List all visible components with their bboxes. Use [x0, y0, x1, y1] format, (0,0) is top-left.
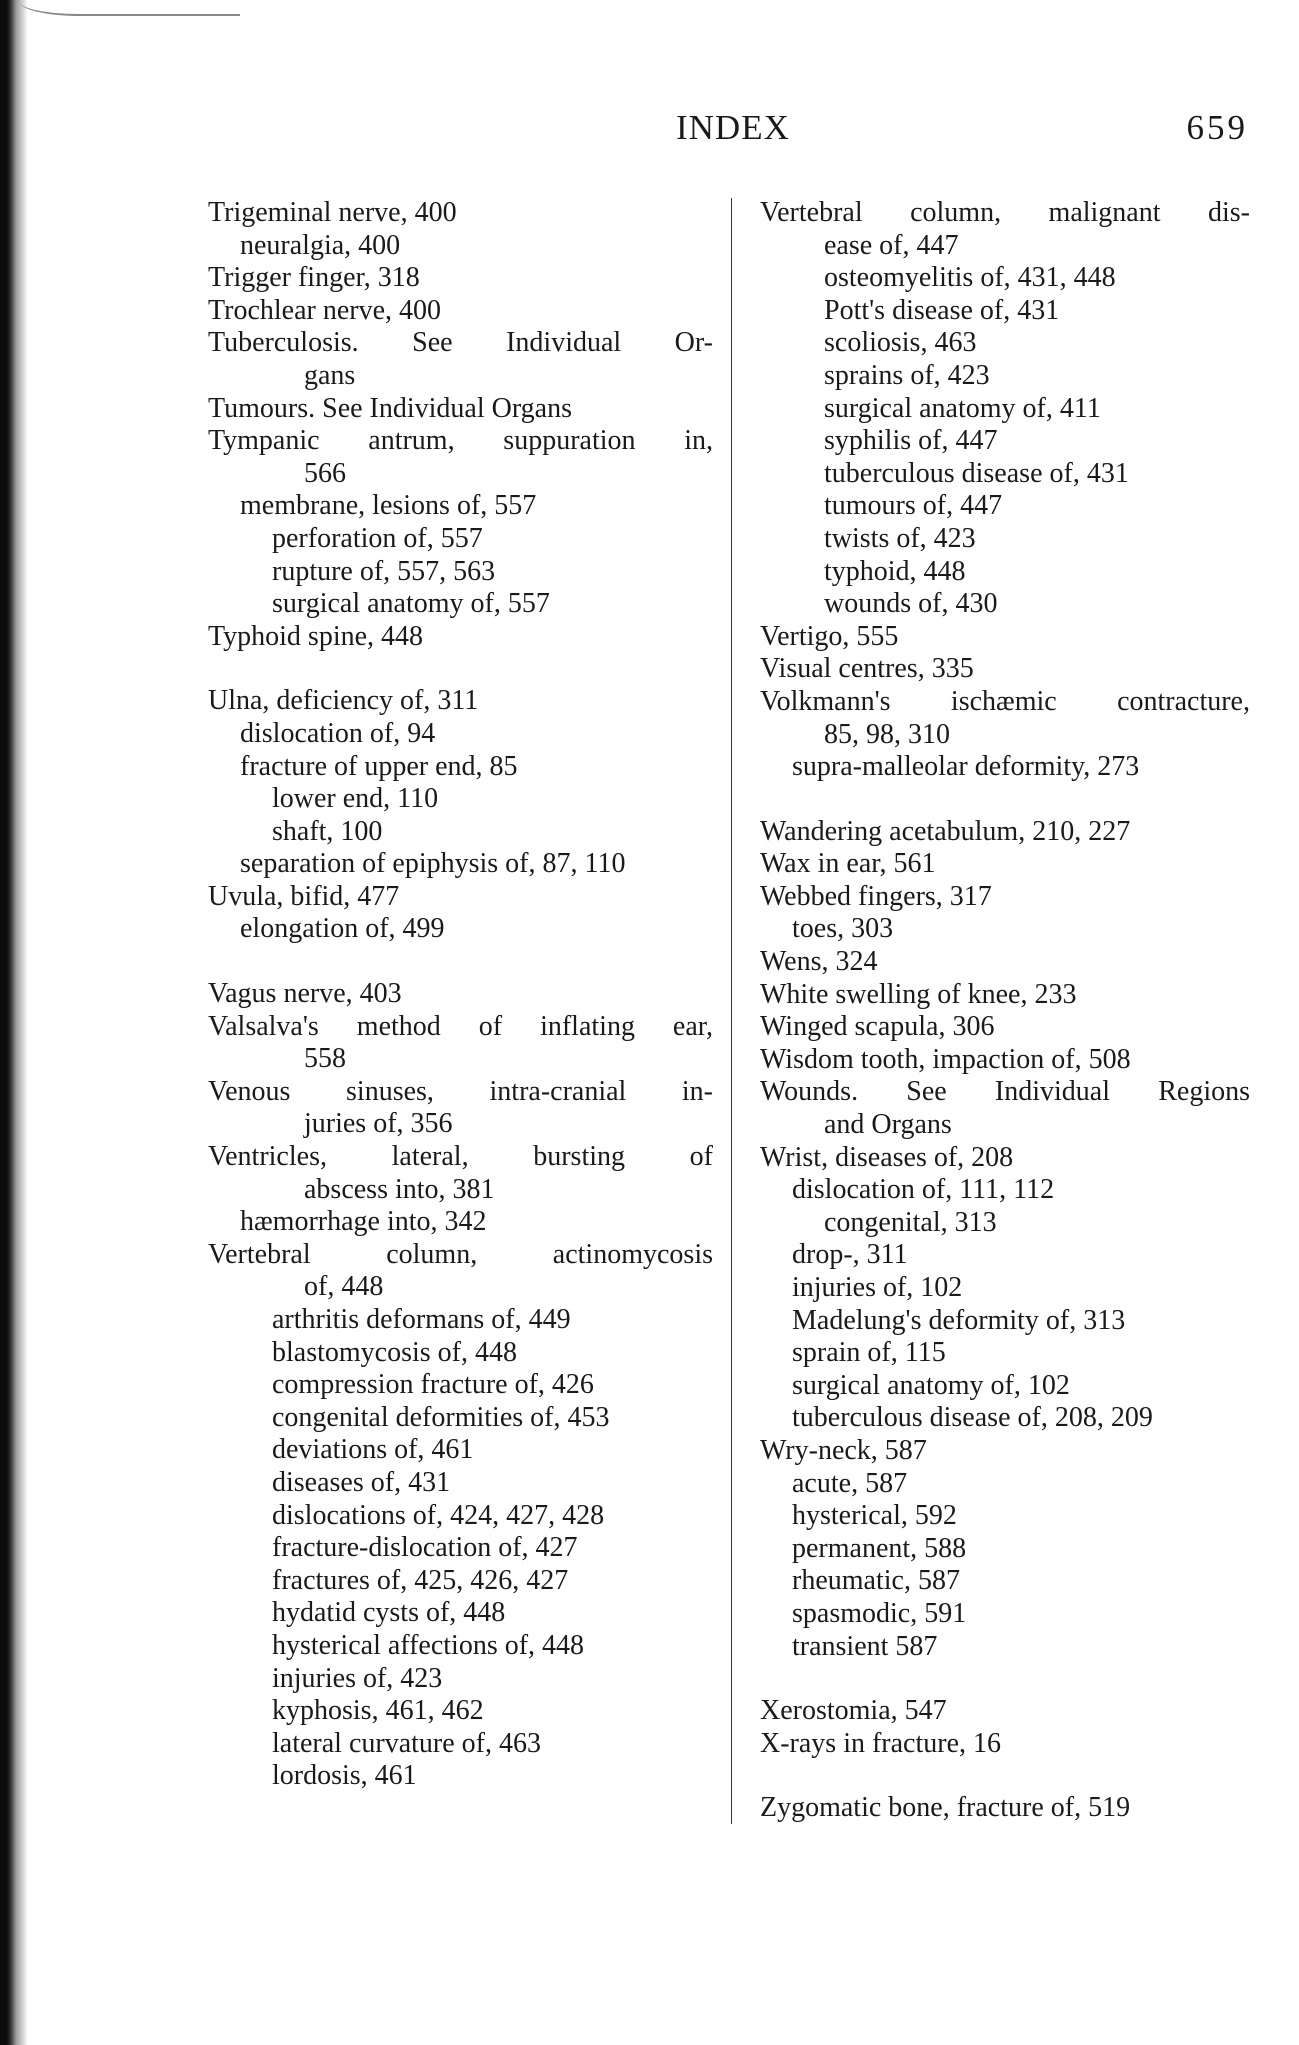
index-subentry: congenital deformities of, 453	[272, 1401, 610, 1433]
index-subentry: 566	[304, 457, 346, 489]
index-subentry: permanent, 588	[792, 1532, 967, 1564]
index-entry: Wax in ear, 561	[760, 848, 936, 880]
index-subentry: scoliosis, 463	[824, 327, 977, 359]
index-entry: Ventricles, lateral, bursting of	[208, 1141, 713, 1173]
index-subentry: dislocation of, 111, 112	[792, 1174, 1055, 1206]
index-entry: Visual centres, 335	[760, 653, 974, 685]
index-subentry: dislocation of, 94	[240, 717, 436, 749]
index-entry: Webbed fingers, 317	[760, 880, 992, 912]
section-gap	[208, 946, 713, 978]
index-subentry: and Organs	[824, 1109, 952, 1141]
index-entry: X-rays in fracture, 16	[760, 1727, 1002, 1759]
section-gap	[208, 653, 713, 685]
index-entry: Tuberculosis. See Individual Or-	[208, 327, 713, 359]
index-subentry: fractures of, 425, 426, 427	[272, 1564, 569, 1596]
index-subentry: tuberculous disease of, 431	[824, 457, 1129, 489]
index-subentry: ease of, 447	[824, 229, 959, 261]
index-subentry: hysterical affections of, 448	[272, 1629, 585, 1661]
index-subentry: sprains of, 423	[824, 359, 990, 391]
index-subentry: membrane, lesions of, 557	[240, 490, 537, 522]
index-subentry: blastomycosis of, 448	[272, 1336, 517, 1368]
index-subentry: of, 448	[304, 1271, 384, 1303]
index-subentry: lordosis, 461	[272, 1760, 417, 1792]
index-entry: Typhoid spine, 448	[208, 620, 424, 652]
index-subentry: deviations of, 461	[272, 1434, 474, 1466]
index-entry: Volkmann's ischæmic contracture,	[760, 685, 1250, 717]
index-entry: Vagus nerve, 403	[208, 978, 402, 1010]
index-subentry: gans	[304, 359, 356, 391]
index-subentry: surgical anatomy of, 102	[792, 1369, 1070, 1401]
index-entry: Trochlear nerve, 400	[208, 294, 442, 326]
section-gap	[760, 1663, 1250, 1695]
page-header	[0, 108, 1299, 158]
index-entry: Zygomatic bone, fracture of, 519	[760, 1792, 1131, 1824]
index-subentry: Pott's disease of, 431	[824, 294, 1060, 326]
index-entry: Wandering acetabulum, 210, 227	[760, 815, 1131, 847]
index-subentry: 558	[304, 1043, 346, 1075]
index-subentry: juries of, 356	[304, 1108, 453, 1140]
index-entry: Wens, 324	[760, 946, 878, 978]
index-entry: Wisdom tooth, impaction of, 508	[760, 1043, 1131, 1075]
index-subentry: acute, 587	[792, 1467, 908, 1499]
index-subentry: perforation of, 557	[272, 522, 483, 554]
index-entry: Vertebral column, actinomycosis	[208, 1238, 713, 1270]
index-subentry: hæmorrhage into, 342	[240, 1206, 487, 1238]
index-subentry: lateral curvature of, 463	[272, 1727, 541, 1759]
index-subentry: injuries of, 423	[272, 1662, 443, 1694]
index-entry: Xerostomia, 547	[760, 1695, 947, 1727]
index-subentry: separation of epiphysis of, 87, 110	[240, 848, 626, 880]
index-column-right	[760, 197, 1250, 1825]
index-entry: Wrist, diseases of, 208	[760, 1141, 1014, 1173]
index-subentry: fracture-dislocation of, 427	[272, 1532, 578, 1564]
index-entry: Trigeminal nerve, 400	[208, 197, 457, 228]
index-subentry: sprain of, 115	[792, 1337, 946, 1369]
index-subentry: tuberculous disease of, 208, 209	[792, 1402, 1153, 1434]
index-entry: White swelling of knee, 233	[760, 978, 1077, 1010]
index-subentry: diseases of, 431	[272, 1466, 451, 1498]
index-entry: Venous sinuses, intra-cranial in-	[208, 1075, 713, 1107]
index-entry: Vertebral column, malignant dis-	[760, 197, 1250, 228]
index-subentry: congenital, 313	[824, 1206, 997, 1238]
index-subentry: spasmodic, 591	[792, 1597, 967, 1629]
index-subentry: supra-malleolar deformity, 273	[792, 751, 1140, 783]
index-subentry: abscess into, 381	[304, 1173, 495, 1205]
page-corner-mark	[20, 0, 240, 16]
index-subentry: hydatid cysts of, 448	[272, 1597, 506, 1629]
index-subentry: injuries of, 102	[792, 1272, 963, 1303]
index-subentry: wounds of, 430	[824, 588, 998, 620]
index-entry: Wounds. See Individual Regions	[760, 1076, 1250, 1108]
index-subentry: Madelung's deformity of, 313	[792, 1304, 1126, 1336]
index-subentry: dislocations of, 424, 427, 428	[272, 1499, 605, 1531]
index-entry: Tumours. See Individual Organs	[208, 392, 572, 424]
index-subentry: transient 587	[792, 1630, 938, 1662]
index-entry: Tympanic antrum, suppuration in,	[208, 425, 713, 457]
index-entry: Vertigo, 555	[760, 620, 899, 652]
index-subentry: syphilis of, 447	[824, 425, 998, 457]
index-subentry: neuralgia, 400	[240, 229, 401, 261]
page-number: 659	[1186, 108, 1248, 147]
index-subentry: 85, 98, 310	[824, 718, 950, 750]
index-subentry: typhoid, 448	[824, 555, 966, 587]
index-entry: Ulna, deficiency of, 311	[208, 685, 479, 717]
index-entry: Winged scapula, 306	[760, 1011, 995, 1043]
index-entry: Trigger finger, 318	[208, 262, 420, 294]
index-subentry: arthritis deformans of, 449	[272, 1304, 571, 1335]
index-subentry: rupture of, 557, 563	[272, 555, 496, 587]
index-entry: Wry-neck, 587	[760, 1434, 927, 1466]
running-title: INDEX	[676, 108, 790, 147]
section-gap	[760, 784, 1250, 816]
index-column-left	[208, 197, 713, 1793]
index-subentry: rheumatic, 587	[792, 1565, 960, 1597]
index-subentry: drop-, 311	[792, 1239, 908, 1271]
index-subentry: tumours of, 447	[824, 490, 1003, 522]
column-divider	[731, 198, 732, 1824]
index-subentry: hysterical, 592	[792, 1500, 957, 1532]
index-subentry: lower end, 110	[272, 783, 439, 815]
index-subentry: shaft, 100	[272, 815, 383, 847]
index-subentry: surgical anatomy of, 411	[824, 392, 1101, 424]
section-gap	[760, 1760, 1250, 1792]
index-subentry: toes, 303	[792, 913, 894, 945]
index-subentry: osteomyelitis of, 431, 448	[824, 262, 1116, 294]
index-subentry: fracture of upper end, 85	[240, 750, 518, 782]
index-subentry: twists of, 423	[824, 522, 976, 554]
index-entry: Uvula, bifid, 477	[208, 880, 400, 912]
book-binding-edge	[0, 0, 30, 2045]
index-subentry: kyphosis, 461, 462	[272, 1695, 484, 1727]
index-subentry: surgical anatomy of, 557	[272, 588, 550, 620]
index-subentry: elongation of, 499	[240, 913, 445, 945]
index-subentry: compression fracture of, 426	[272, 1369, 594, 1401]
index-entry: Valsalva's method of inflating ear,	[208, 1010, 713, 1042]
